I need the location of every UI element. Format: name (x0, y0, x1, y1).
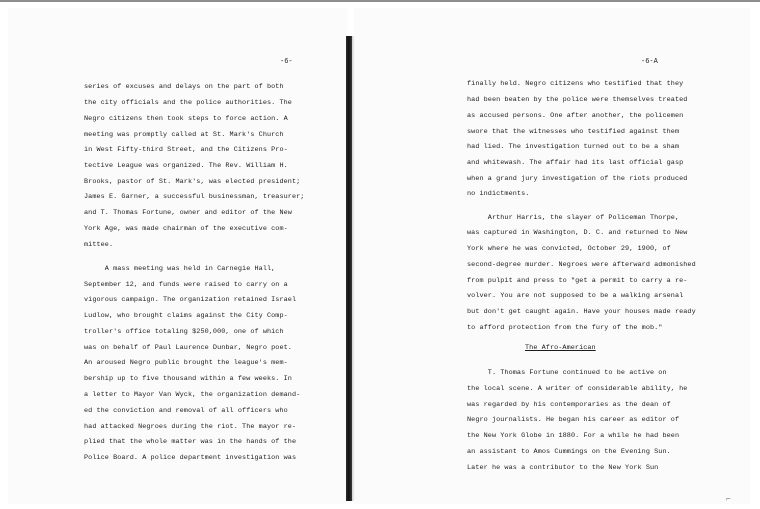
right-page-number: -6-A (641, 58, 658, 66)
right-section-line: the local scene. A writer of considerable ability, he (467, 385, 688, 393)
right-text-line: to afford protection from the fury of the mob." (467, 324, 663, 332)
right-text-line: was captured in Washington, D. C. and returned to New (467, 229, 688, 237)
right-text-line: had been beaten by the police were themselves treated (467, 96, 688, 104)
right-section-line: Negro journalists. He began his career as editor of (467, 416, 680, 424)
left-page-number: -6- (280, 58, 293, 66)
right-page-text (467, 0, 717, 509)
right-text-line: had lied. The investigation turned out to be a sham (467, 143, 680, 151)
left-text-line: September 12, and funds were raised to carry on a (84, 281, 288, 289)
left-text-line: meeting was promptly called at St. Mark's Church (84, 131, 284, 139)
left-text-line: ed the conviction and removal of all officers who (84, 407, 288, 415)
left-text-line: A mass meeting was held in Carnegie Hall, (84, 265, 276, 273)
left-text-line: and T. Thomas Fortune, owner and editor of the New (84, 209, 292, 217)
right-section-line: Later he was a contributor to the New York Sun (467, 464, 659, 472)
right-text-line: volver. You are not supposed to be a walking arsenal (467, 292, 684, 300)
right-text-line: when a grand jury investigation of the riots produced (467, 175, 688, 183)
left-text-line: James E. Garner, a successful businessman, treasurer; (84, 193, 305, 201)
scan-corner-mark-icon: ⌐ (726, 495, 731, 504)
right-text-line: no indictments. (467, 190, 530, 198)
right-text-line: and whitewash. The affair had its last official gasp (467, 159, 684, 167)
left-text-line: a letter to Mayor Van Wyck, the organization demand- (84, 391, 301, 399)
left-text-line: series of excuses and delays on the part of both (84, 83, 284, 91)
right-text-line: second-degree murder. Negroes were afterward admonished (467, 261, 696, 269)
section-heading: The Afro-American (525, 344, 596, 352)
left-text-line: Ludlow, who brought claims against the City Comp- (84, 312, 288, 320)
left-text-line: mittee. (84, 241, 114, 249)
left-text-line: vigorous campaign. The organization retained Israel (84, 296, 297, 304)
left-text-line: Police Board. A police department investigation was (84, 454, 297, 462)
right-text-line: York where he was convicted, October 29, 1900, of (467, 245, 671, 253)
right-text-line: but don't get caught again. Have your houses made ready (467, 308, 696, 316)
left-page-text (84, 0, 334, 509)
left-text-line: tective League was organized. The Rev. William H. (84, 162, 288, 170)
right-text-line: from pulpit and press to "get a permit to carry a re- (467, 277, 688, 285)
left-text-line: bership up to five thousand within a few weeks. In (84, 375, 292, 383)
right-text-line: as accused persons. One after another, the policemen (467, 112, 684, 120)
right-text-line: Arthur Harris, the slayer of Policeman Thorpe, (467, 214, 680, 222)
left-text-line: An aroused Negro public brought the league's mem- (84, 359, 288, 367)
left-text-line: Negro citizens then took steps to force action. A (84, 115, 288, 123)
left-text-line: York Age, was made chairman of the executive com- (84, 225, 288, 233)
gutter-shadow (352, 36, 355, 501)
right-section-line: T. Thomas Fortune continued to be active on (467, 369, 667, 377)
right-section-line: was regarded by his contemporaries as the dean of (467, 401, 671, 409)
right-text-line: swore that the witnesses who testified against them (467, 128, 680, 136)
left-text-line: Brooks, pastor of St. Mark's, was elected president; (84, 178, 301, 186)
left-text-line: was on behalf of Paul Laurence Dunbar, Negro poet. (84, 344, 292, 352)
right-section-line: an assistant to Amos Cummings on the Evening Sun. (467, 448, 671, 456)
right-section-line: the New York Globe in 1880. For a while he had been (467, 432, 680, 440)
left-text-line: in West Fifty-third Street, and the Citizens Pro- (84, 146, 288, 154)
right-text-line: finally held. Negro citizens who testified that they (467, 80, 684, 88)
left-text-line: plied that the whole matter was in the hands of the (84, 438, 297, 446)
left-text-line: had attacked Negroes during the riot. The mayor re- (84, 423, 297, 431)
left-text-line: the city officials and the police authorities. The (84, 99, 292, 107)
left-text-line: troller's office totaling $250,000, one of which (84, 328, 284, 336)
